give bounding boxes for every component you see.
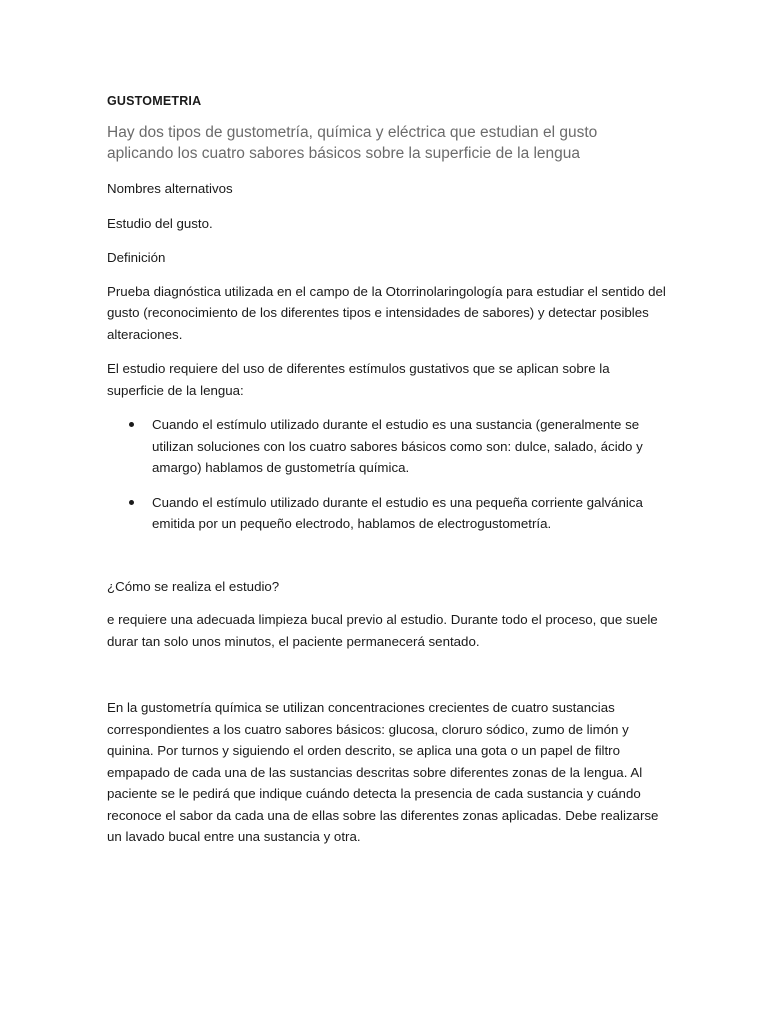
- bullet-icon: [129, 500, 134, 505]
- bullet-list: [107, 414, 667, 535]
- paragraph-limpieza: e requiere una adecuada limpieza bucal previo al estudio. Durante todo el proceso, que suele durar tan solo unos minutos, el paciente permanecerá sentado.: [107, 612, 658, 649]
- paragraph-gustometria-quimica: En la gustometría química se utilizan concentraciones crecientes de cuatro sustancias correspondientes a los cuatro sabores básicos: glucosa, cloruro sódico, zumo de limón y quinina. Por turnos y siguiendo el orden descrito, se aplica una gota o un papel de filtro empapado de cada una de las sustancias descritas sobre diferentes zonas de la lengua. Al paciente se le pedirá que indique cuándo detecta la presencia de cada sustancia y cuándo reconoce el sabor da cada una de ellas sobre las diferentes zonas aplicadas. Debe realizarse un lavado bucal entre una sustancia y otra.: [107, 700, 659, 844]
- bullet-icon: [129, 422, 134, 427]
- section-question-como-se-realiza: ¿Cómo se realiza el estudio?: [107, 578, 280, 594]
- list-item: [107, 492, 667, 535]
- list-item: [107, 414, 667, 479]
- list-item-text: Cuando el estímulo utilizado durante el estudio es una sustancia (generalmente se utilizan soluciones con los cuatro sabores básicos como son: dulce, salado, ácido y amargo) hablamos de gustometría química.: [152, 417, 643, 475]
- document-body: [107, 92, 667, 848]
- lead-paragraph: Hay dos tipos de gustometría, química y eléctrica que estudian el gusto aplicando los cuatro sabores básicos sobre la superficie de la lengua: [107, 124, 598, 162]
- paragraph-estimulos: El estudio requiere del uso de diferentes estímulos gustativos que se aplican sobre la superficie de la lengua:: [107, 361, 610, 398]
- section-label-definicion: Definición: [107, 250, 166, 265]
- document-title: GUSTOMETRIA: [107, 94, 202, 108]
- section-label-nombres-alternativos: Nombres alternativos: [107, 181, 233, 196]
- paragraph-definition: Prueba diagnóstica utilizada en el campo de la Otorrinolaringología para estudiar el sentido del gusto (reconocimiento de los diferentes tipos e intensidades de sabores) y detectar posibles alteraciones.: [107, 283, 666, 342]
- paragraph-estudio-del-gusto: Estudio del gusto.: [107, 215, 213, 231]
- list-item-text: Cuando el estímulo utilizado durante el estudio es una pequeña corriente galvánica emitida por un pequeño electrodo, hablamos de electrogustometría.: [152, 494, 643, 531]
